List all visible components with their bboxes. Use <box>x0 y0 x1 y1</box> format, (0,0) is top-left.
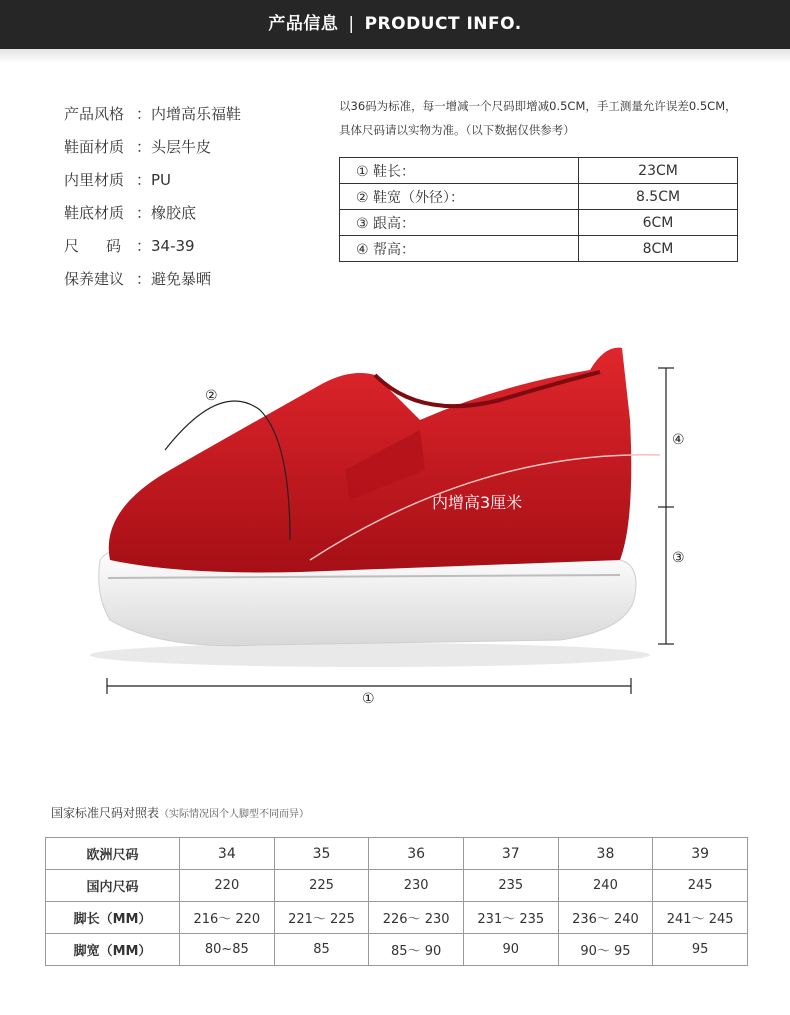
measurement-label: ④ 帮高： <box>340 236 579 262</box>
size-cell: 235 <box>463 870 558 902</box>
measurement-table <box>339 157 738 262</box>
size-cell: 90～ 95 <box>558 934 653 966</box>
size-cell: 236～ 240 <box>558 902 653 934</box>
width-marker: ② <box>205 388 218 404</box>
size-cell: 226～ 230 <box>369 902 464 934</box>
header-title-cn: 产品信息 <box>268 14 339 34</box>
size-row-header: 脚长（MM） <box>46 902 180 934</box>
attribute-row <box>64 233 241 266</box>
inner-lift-label: 内增高3厘米 <box>432 493 523 512</box>
size-cell: 38 <box>558 838 653 870</box>
measurement-value: 6CM <box>579 210 738 236</box>
size-row-header: 脚宽（MM） <box>46 934 180 966</box>
shoe-diagram <box>0 330 790 730</box>
attribute-key: 保养建议 <box>64 270 125 288</box>
attribute-list <box>64 101 241 299</box>
header-shadow <box>0 49 790 63</box>
size-cell: 85～ 90 <box>369 934 464 966</box>
size-cell: 37 <box>463 838 558 870</box>
measurement-label: ① 鞋长： <box>340 158 579 184</box>
size-cell: 231～ 235 <box>463 902 558 934</box>
measurement-row <box>340 158 738 184</box>
attribute-value: ：内增高乐福鞋 <box>136 105 242 123</box>
attribute-key: 内里材质 <box>64 171 125 189</box>
size-row-header: 国内尺码 <box>46 870 180 902</box>
size-cell: 39 <box>653 838 748 870</box>
size-table-title <box>51 804 309 821</box>
heel-height-marker: ③ <box>672 550 685 566</box>
measurement-row <box>340 236 738 262</box>
size-cell: 85 <box>274 934 369 966</box>
size-cell: 230 <box>369 870 464 902</box>
size-cell: 241～ 245 <box>653 902 748 934</box>
size-cell: 225 <box>274 870 369 902</box>
size-note-line: 具体尺码请以实物为准。（以下数据仅供参考） <box>339 123 575 137</box>
size-row <box>46 838 748 870</box>
section-header <box>0 0 790 49</box>
measurement-row <box>340 184 738 210</box>
attribute-row <box>64 167 241 200</box>
size-row-header: 欧洲尺码 <box>46 838 180 870</box>
size-cell: 80~85 <box>180 934 275 966</box>
size-cell: 34 <box>180 838 275 870</box>
size-row <box>46 934 748 966</box>
size-cell: 245 <box>653 870 748 902</box>
length-marker: ① <box>362 691 375 707</box>
header-title-en: PRODUCT INFO. <box>364 14 522 34</box>
upper-height-marker: ④ <box>672 432 685 448</box>
size-row <box>46 902 748 934</box>
attribute-value: ：橡胶底 <box>136 204 197 222</box>
shoe-shadow <box>90 643 650 667</box>
attribute-row <box>64 266 241 299</box>
size-cell: 240 <box>558 870 653 902</box>
size-cell: 35 <box>274 838 369 870</box>
attribute-key: 鞋面材质 <box>64 138 125 156</box>
size-row <box>46 870 748 902</box>
size-note-line: 以36码为标准，每一增减一个尺码即增减0.5CM，手工测量允许误差0.5CM， <box>339 99 737 113</box>
attribute-value: ：避免暴晒 <box>136 270 212 288</box>
size-cell: 36 <box>369 838 464 870</box>
header-separator: | <box>348 14 355 34</box>
size-table <box>45 837 748 966</box>
attribute-row <box>64 200 241 233</box>
size-cell: 90 <box>463 934 558 966</box>
attribute-key: 尺码 <box>64 237 149 255</box>
size-cell: 216～ 220 <box>180 902 275 934</box>
size-table-subtitle: （实际情况因个人脚型不同而异） <box>159 809 310 820</box>
measurement-value: 8CM <box>579 236 738 262</box>
attribute-value: ：34-39 <box>136 237 195 255</box>
measurement-value: 8.5CM <box>579 184 738 210</box>
measurement-row <box>340 210 738 236</box>
size-cell: 95 <box>653 934 748 966</box>
attribute-key: 产品风格 <box>64 105 125 123</box>
size-note <box>339 94 759 142</box>
size-cell: 220 <box>180 870 275 902</box>
size-cell: 221～ 225 <box>274 902 369 934</box>
size-table-title-text: 国家标准尺码对照表 <box>51 806 160 820</box>
attribute-value: ：头层牛皮 <box>136 138 212 156</box>
attribute-key: 鞋底材质 <box>64 204 125 222</box>
attribute-value: ：PU <box>136 171 172 189</box>
measurement-value: 23CM <box>579 158 738 184</box>
attribute-row <box>64 134 241 167</box>
attribute-row <box>64 101 241 134</box>
measurement-label: ② 鞋宽（外径）： <box>340 184 579 210</box>
measurement-label: ③ 跟高： <box>340 210 579 236</box>
